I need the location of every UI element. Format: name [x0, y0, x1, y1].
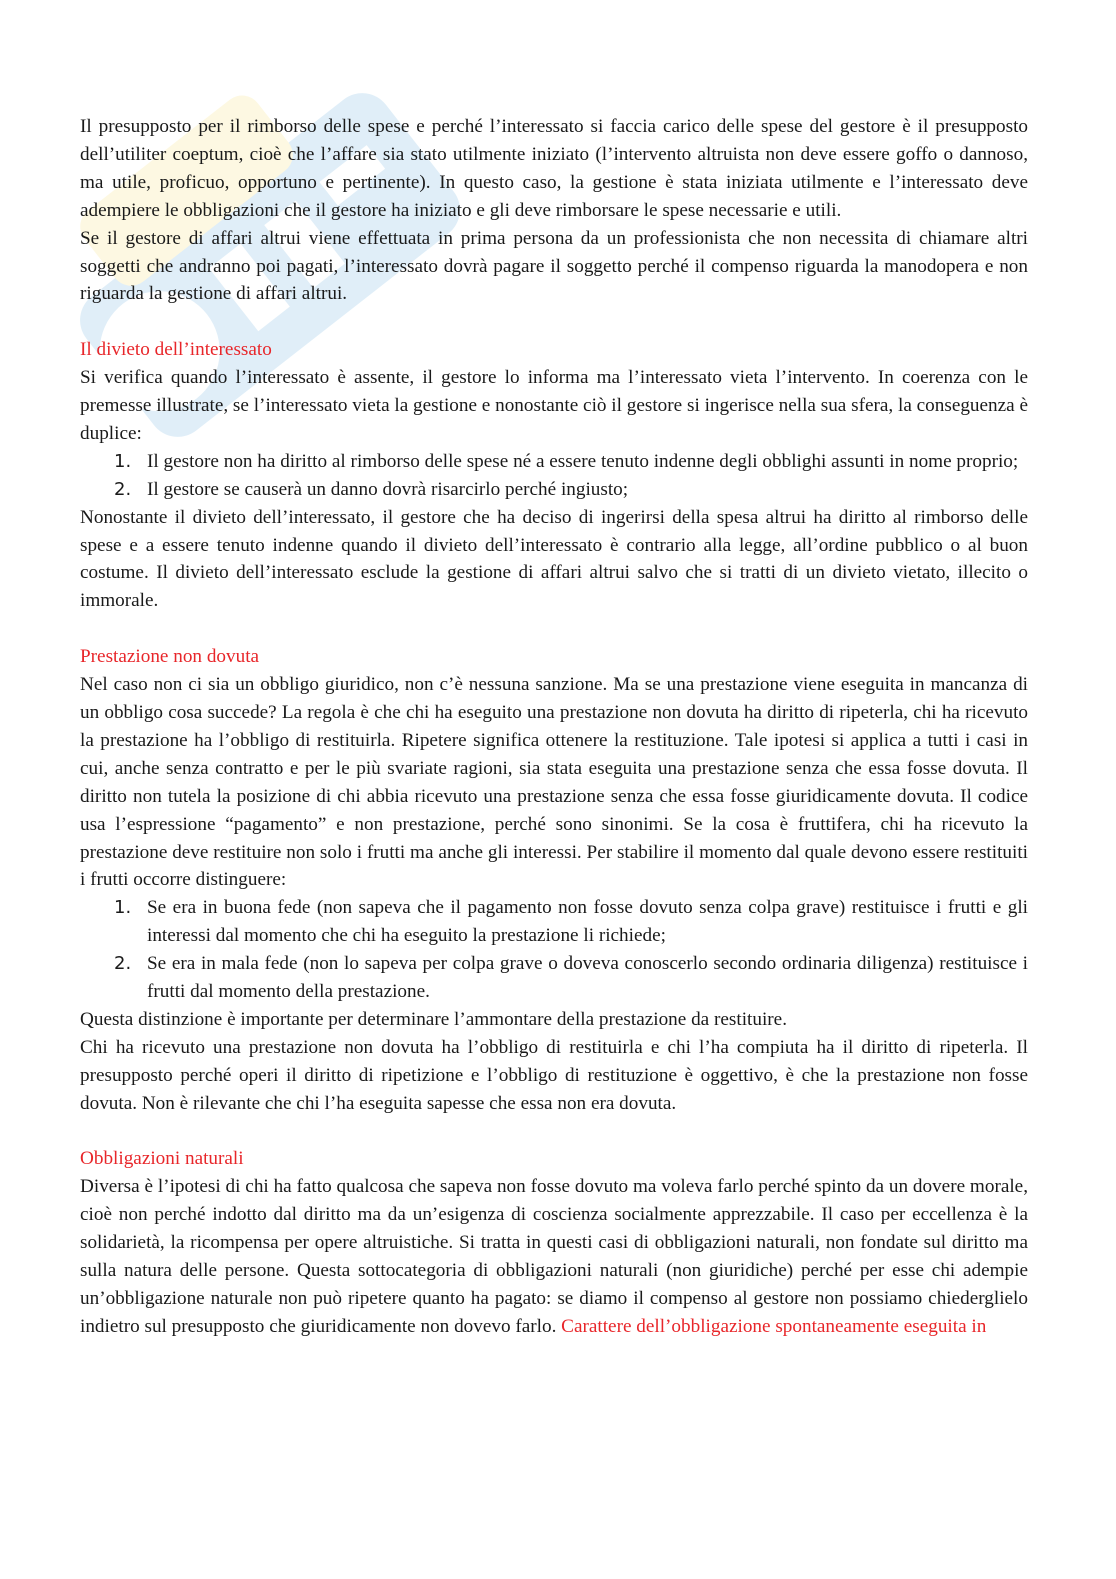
list-item-text: Il gestore se causerà un danno dovrà risarcirlo perché ingiusto; — [147, 478, 629, 500]
list-item — [80, 476, 1028, 504]
section2-paragraph-3: Chi ha ricevuto una prestazione non dovuta ha l’obbligo di restituirla e chi l’ha compiuta ha il diritto di ripeterla. Il presupposto perché operi il diritto di ripetizione e l’obbligo di restituzione è oggettivo, è che la prestazione non fosse dovuta. Non è rilevante che chi l’ha eseguita sapesse che essa non era dovuta. — [80, 1036, 1028, 1114]
section1-paragraph-2: Nonostante il divieto dell’interessato, il gestore che ha deciso di ingerirsi della spesa altrui ha diritto al rimborso delle spese e a essere tenuto indenne quando il divieto dell’interessato è contrario alla legge, all’ordine pubblico o al buon costume. Il divieto dell’interessato esclude la gestione di affari altrui salvo che si tratti di un divieto vietato, illecito o immorale. — [80, 506, 1028, 612]
section3-red-continuation: Carattere dell’obbligazione spontaneamente eseguita in — [561, 1315, 987, 1337]
section-heading-obbligazioni: Obbligazioni naturali — [80, 1148, 244, 1170]
list-item-text: Se era in buona fede (non sapeva che il pagamento non fosse dovuto senza colpa grave) restituisce i frutti e gli interessi dal momento che chi ha eseguito la prestazione li richiede; — [147, 897, 1028, 947]
intro-paragraph-1: Il presupposto per il rimborso delle spese e perché l’interessato si faccia carico delle spese del gestore è il presupposto dell’utiliter coeptum, cioè che l’affare sia stato utilmente iniziato (l’intervento altruista non deve essere goffo o dannoso, ma utile, proficuo, opportuno e pertinente). In questo caso, la gestione è stata iniziata utilmente e l’interessato deve adempiere le obbligazioni che il gestore ha iniziato e gli deve rimborsare le spese necessarie e utili. — [80, 116, 1028, 221]
list-item-text: Il gestore non ha diritto al rimborso delle spese né a essere tenuto indenne degli obblighi assunti in nome proprio; — [147, 450, 1019, 472]
section1-numbered-list — [80, 448, 1028, 504]
section2-numbered-list — [80, 894, 1028, 1006]
section-heading-prestazione: Prestazione non dovuta — [80, 646, 260, 668]
section3-paragraph-1 — [80, 1173, 1028, 1340]
section-heading-divieto: Il divieto dell’interessato — [80, 339, 272, 361]
section1-paragraph-1: Si verifica quando l’interessato è assente, il gestore lo informa ma l’interessato vieta l’intervento. In coerenza con le premesse illustrate, se l’interessato vieta la gestione e nonostante ciò il gestore si ingerisce nella sua sfera, la conseguenza è duplice: — [80, 367, 1028, 444]
section2-paragraph-1: Nel caso non ci sia un obbligo giuridico, non c’è nessuna sanzione. Ma se una prestazione viene eseguita in mancanza di un obbligo cosa succede? La regola è che chi ha eseguito una prestazione non dovuta ha diritto di ripeterla, chi ha ricevuto la prestazione ha l’obbligo di restituirla. Ripetere significa ottenere la restituzione. Tale ipotesi si applica a tutti i casi in cui, anche senza contratto e per le più svariate ragioni, sia stata eseguita una prestazione senza che essa fosse dovuta. Il diritto non tutela la posizione di chi abbia ricevuto una prestazione senza che essa fosse giuridicamente dovuta. Il codice usa l’espressione “pagamento” e non prestazione, perché sono sinonimi. Se la cosa è fruttifera, chi ha ricevuto la prestazione deve restituire non solo i frutti ma anche gli interessi. Per stabilire il momento dal quale devono essere restituiti i frutti occorre distinguere: — [80, 674, 1028, 891]
list-item-number: 1. — [114, 450, 132, 472]
list-item — [80, 950, 1028, 1006]
intro-paragraph-2: Se il gestore di affari altrui viene effettuata in prima persona da un professionista che non necessita di chiamare altri soggetti che andranno poi pagati, l’interessato dovrà pagare il soggetto perché il compenso riguarda la manodopera e non riguarda la gestione di affari altrui. — [80, 227, 1028, 305]
list-item-number: 2. — [114, 953, 132, 975]
list-item-number: 1. — [114, 897, 132, 919]
list-item-number: 2. — [114, 478, 132, 500]
list-item-text: Se era in mala fede (non lo sapeva per colpa grave o doveva conoscerlo secondo ordinaria diligenza) restituisce i frutti dal momento della prestazione. — [147, 953, 1028, 1003]
list-item — [80, 894, 1028, 950]
document-page — [80, 113, 1028, 1341]
section3-paragraph-1-text: Diversa è l’ipotesi di chi ha fatto qualcosa che sapeva non fosse dovuto ma voleva farlo perché spinto da un dovere morale, cioè non perché indotto dal diritto ma da un’esigenza di coscienza socialmente apprezzabile. Il caso per eccellenza è la solidarietà, la ricompensa per opere altruistiche. Si tratta in questi casi di obbligazioni naturali, non fondate sul diritto ma sulla natura delle persone. Questa sottocategoria di obbligazioni naturali (non giuridiche) perché per esse chi adempie un’obbligazione naturale non può ripetere quanto ha pagato: se diamo il compenso al gestore non possiamo chiederglielo indietro sul presupposto che giuridicamente non dovevo farlo. — [80, 1176, 1028, 1337]
list-item — [80, 448, 1028, 476]
section2-paragraph-2: Questa distinzione è importante per determinare l’ammontare della prestazione da restituire. — [80, 1008, 787, 1030]
